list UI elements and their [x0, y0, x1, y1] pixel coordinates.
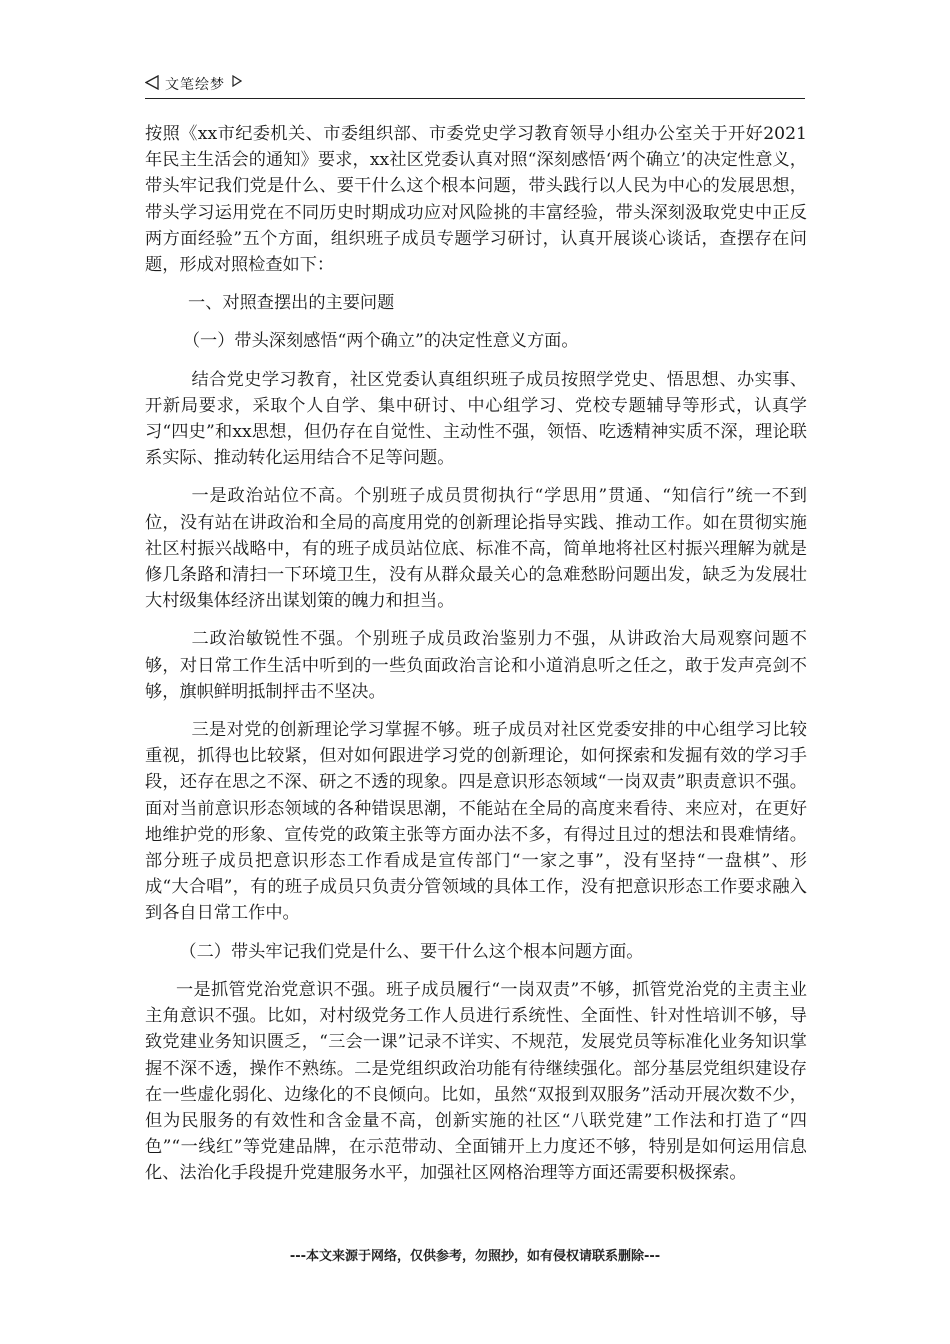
paragraph-body: 一是政治站位不高。个别班子成员贯彻执行“学思用”贯通、“知信行”统一不到位，没有站在讲政治和全局的高度用党的创新理论指导实践、推动工作。如在贯彻实施社区村振兴战略中，有的班子成员站位底、标准不高，简单地将社区村振兴理解为就是修几条路和清扫一下环境卫生，没有从群众最关心的急难愁盼问题出发，缺乏为发展壮大村级集体经济出谋划策的魄力和担当。: [145, 486, 807, 612]
triangle-left-icon: [145, 75, 159, 94]
paragraph-intro: 按照《xx市纪委机关、市委组织部、市委党史学习教育领导小组办公室关于开好2021年民主生活会的通知》要求，xx社区党委认真对照“深刻感悟‘两个确立’的决定性意义，带头牢记我们党是什么、要干什么这个根本问题，带头践行以人民为中心的发展思想，带头学习运用党在不同历史时期成功应对风险挑的丰富经验，带头深刻汲取党史中正反两方面经验”五个方面，组织班子成员专题学习研讨，认真开展谈心谈话，查摆存在问题，形成对照检查如下：: [145, 124, 807, 276]
section-heading-1: 一、对照查摆出的主要问题: [188, 293, 395, 314]
page-header: [145, 71, 805, 95]
disclaimer-footer: ---本文来源于网络，仅供参考，勿照抄，如有侵权请联系删除---: [289, 1249, 661, 1264]
brand-name: 文笔绘梦: [165, 77, 225, 93]
paragraph-body: 三是对党的创新理论学习掌握不够。班子成员对社区党委安排的中心组学习比较重视，抓得也比较紧，但对如何跟进学习党的创新理论，如何探索和发掘有效的学习手段，还存在思之不深、研之不透的现象。四是意识形态领域“一岗双责”职责意识不强。面对当前意识形态领域的各种错误思潮，不能站在全局的高度来看待、来应对，在更好地维护党的形象、宣传党的政策主张等方面办法不多，有得过且过的想法和畏难情绪。部分班子成员把意识形态工作看成是宣传部门“一家之事”，没有坚持“一盘棋”、形成“大合唱”，有的班子成员只负责分管领域的具体工作，没有把意识形态工作要求融入到各自日常工作中。: [145, 720, 807, 924]
subsection-heading-1: （一）带头深刻感悟“两个确立”的决定性意义方面。: [182, 331, 579, 352]
header-divider: [145, 98, 805, 99]
paragraph-body: 结合党史学习教育，社区党委认真组织班子成员按照学党史、悟思想、办实事、开新局要求，采取个人自学、集中研讨、中心组学习、党校专题辅导等形式，认真学习“四史”和xx思想，但仍存在自觉性、主动性不强，领悟、吃透精神实质不深，理论联系实际、推动转化运用结合不足等问题。: [145, 369, 807, 469]
paragraph-body: 二政治敏锐性不强。个别班子成员政治鉴别力不强，从讲政治大局观察问题不够，对日常工作生活中听到的一些负面政治言论和小道消息听之任之，敢于发声亮剑不够，旗帜鲜明抵制抨击不坚决。: [145, 629, 807, 702]
subsection-heading-2: （二）带头牢记我们党是什么、要干什么这个根本问题方面。: [179, 941, 644, 962]
paragraph-body: 一是抓管党治党意识不强。班子成员履行“一岗双责”不够，抓管党治党的主责主业主角意识不强。比如，对村级党务工作人员进行系统性、全面性、针对性培训不够，导致党建业务知识匮乏，“三会一课”记录不详实、不规范，发展党员等标准化业务知识掌握不深不透，操作不熟练。二是党组织政治功能有待继续强化。部分基层党组织建设存在一些虚化弱化、边缘化的不良倾向。比如，虽然“双报到双服务”活动开展次数不少，但为民服务的有效性和含金量不高，创新实施的社区“八联党建”工作法和打造了“四色”“一线红”等党建品牌，在示范带动、全面铺开上力度还不够，特别是如何运用信息化、法治化手段提升党建服务水平，加强社区网格治理等方面还需要积极探索。: [145, 979, 807, 1184]
triangle-right-icon: [232, 75, 242, 91]
document-body: [145, 121, 807, 1187]
